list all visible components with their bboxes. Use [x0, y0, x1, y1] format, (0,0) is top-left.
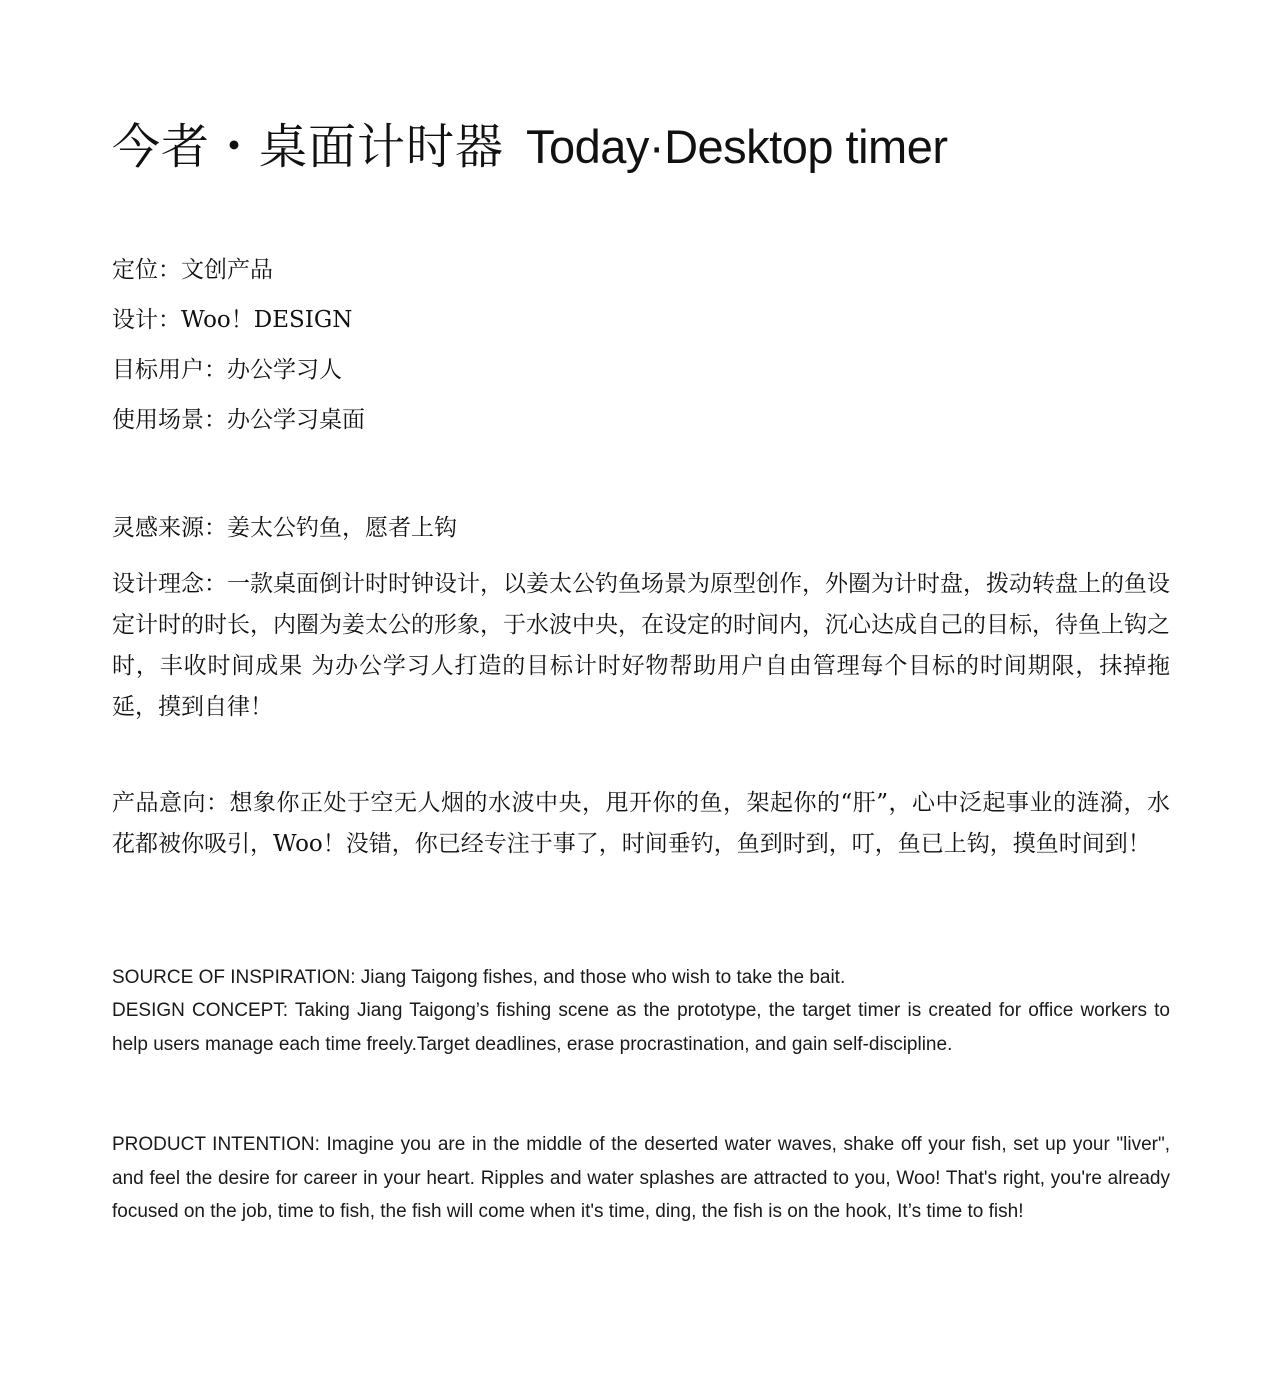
- meta-target-users: 目标用户：办公学习人: [112, 357, 342, 383]
- design-concept-zh: 设计理念：一款桌面倒计时时钟设计，以姜太公钓鱼场景为原型创作，外圈为计时盘，拨动转盘上的鱼设定计时的时长，内圈为姜太公的形象，于水波中央，在设定的时间内，沉心达成自己的目标，待鱼上钩之时，丰收时间成果 为办公学习人打造的目标计时好物帮助用户自由管理每个目标的时间期限，抹掉拖延，摸到自律！: [112, 571, 1170, 720]
- product-intention-zh: 产品意向：想象你正处于空无人烟的水波中央，甩开你的鱼，架起你的“肝”，心中泛起事业的涟漪，水花都被你吸引，Woo！没错，你已经专注于事了，时间垂钓，鱼到时到，叮，鱼已上钩，摸鱼时间到！: [112, 790, 1170, 857]
- inspiration-zh: 灵感来源：姜太公钓鱼，愿者上钩: [112, 515, 457, 541]
- title-chinese: 今者・桌面计时器: [112, 119, 505, 175]
- title-english: Today·Desktop timer: [526, 120, 948, 173]
- inspiration-en: SOURCE OF INSPIRATION: Jiang Taigong fishes, and those who wish to take the bait.: [112, 967, 846, 988]
- meta-designer: 设计：Woo！DESIGN: [112, 307, 353, 333]
- page-title: [112, 112, 948, 187]
- meta-usage-scenario: 使用场景：办公学习桌面: [112, 407, 365, 433]
- meta-positioning: 定位：文创产品: [112, 257, 273, 283]
- design-concept-en: DESIGN CONCEPT: Taking Jiang Taigong’s fishing scene as the prototype, the target timer is created for office workers to help users manage each time freely.Target deadlines, erase procrastination, and gain self-discipline.: [112, 1000, 1170, 1055]
- product-intention-en: PRODUCT INTENTION: Imagine you are in the middle of the deserted water waves, shake off your fish, set up your "liver", and feel the desire for career in your heart. Ripples and water splashes are attracted to you, Woo! That's right, you're already focused on the job, time to fish, the fish will come when it's time, ding, the fish is on the hook, It’s time to fish!: [112, 1134, 1170, 1222]
- product-meta-list: [112, 248, 365, 448]
